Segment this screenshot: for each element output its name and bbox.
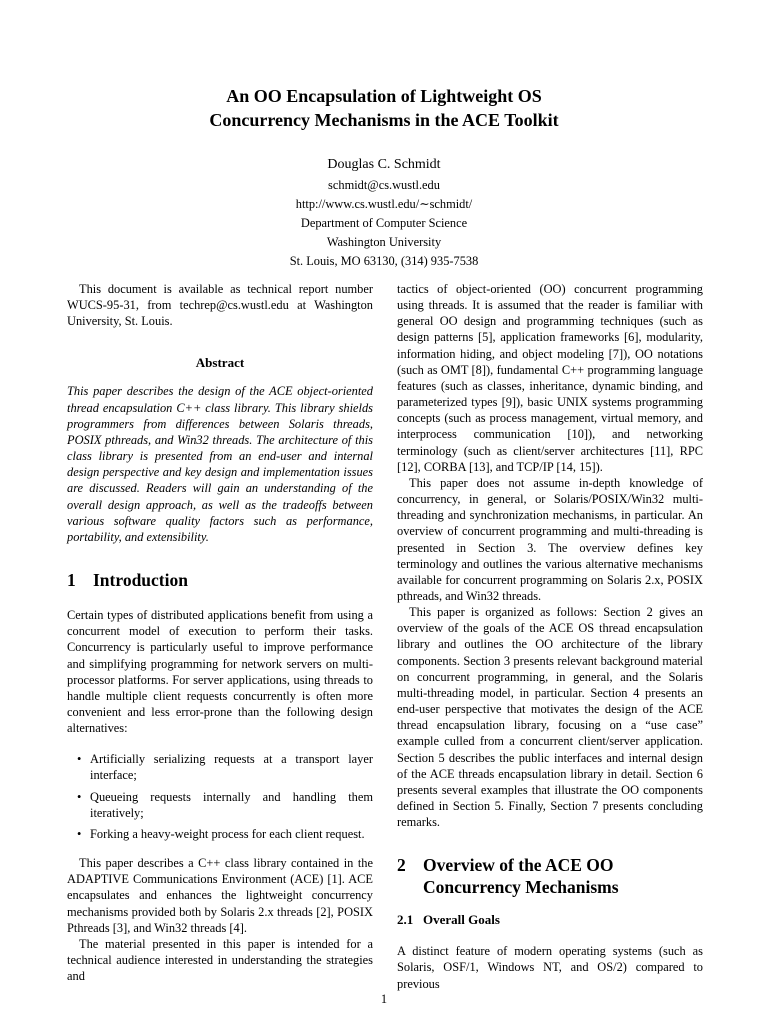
design-alternatives-list (67, 751, 373, 842)
section-2-heading (397, 854, 703, 898)
audience-paragraph: The material presented in this paper is intended for a technical audience interested in understanding the strategies and (67, 936, 373, 984)
section-2-title: Overview of the ACE OO Concurrency Mechanisms (423, 855, 619, 898)
abstract-heading: Abstract (195, 355, 245, 371)
subsection-2-1-title: Overall Goals (423, 912, 500, 928)
left-column (67, 281, 373, 984)
author-email: schmidt@cs.wustl.edu (328, 178, 440, 192)
subsection-2-1-number: 2.1 (397, 912, 414, 928)
subsection-2-1-heading (397, 912, 703, 928)
library-paragraph: This paper describes a C++ class library contained in the ADAPTIVE Communications Environment (ACE) [1]. ACE encapsulates and enhances the lightweight concurrency mechanisms provided both by Solaris 2.x threads [2], POSIX Pthreads [3], and Win32 threads [4]. (67, 856, 373, 935)
list-item-text: Forking a heavy-weight process for each client request. (90, 826, 365, 841)
list-item (67, 751, 373, 783)
bullet-mark: • (77, 752, 82, 767)
tactics-paragraph: tactics of object-oriented (OO) concurrent programming using threads. It is assumed that the reader is familiar with general OO design and programming techniques (such as design patterns [5], application frameworks [6], modularity, information hiding, and object modeling [7]), OO notations (such as OMT [8]), fundamental C++ programming language features (such as classes, inheritance, dynamic binding, and parameterized types [9]), basic UNIX systems programming concepts (such as process management, virtual memory, and interprocess communication [10]), and networking terminology (such as client/server architectures [11], RPC [12], CORBA [13], and TCP/IP [14, 15]). (397, 282, 703, 474)
availability-note: This document is available as technical report number WUCS-95-31, from techrep@cs.wustl.edu at Washington University, St. Louis. (67, 282, 373, 329)
author-department: Department of Computer Science (300, 216, 468, 230)
author-address: St. Louis, MO 63130, (314) 935-7538 (289, 254, 479, 268)
list-item (67, 789, 373, 821)
section-1-heading (67, 569, 373, 591)
goals-paragraph: A distinct feature of modern operating systems (such as Solaris, OSF/1, Windows NT, and OS/2) compared to previous (397, 944, 703, 991)
assumptions-paragraph: This paper does not assume in-depth knowledge of concurrency, in general, or Solaris/POSIX/Win32 multi-threading and synchronization mechanisms, in particular. An overview of concurrent programming and multi-threading is presented in Section 3. The overview defines key terminology and outlines the various alternative mechanisms available for concurrent programming on Solaris 2.x, POSIX pthreads, and Win32 threads. (397, 475, 703, 603)
organization-paragraph: This paper is organized as follows: Section 2 gives an overview of the goals of the ACE OS thread encapsulation library and outlines the OO architecture of the library components. Section 3 presents relevant background material on concurrent programming, in general, and the Solaris multi-threading model, in particular. Section 4 presents an end-user perspective that motivates the design of the ACE thread encapsulation library, focusing on a “use case” example culled from a concurrent client/server application. Section 5 describes the public interfaces and internal design of the ACE threads encapsulation library in detail. Section 6 presents several examples that illustrate the OO components defined in Section 5. Finally, Section 7 presents concluding remarks. (397, 605, 703, 830)
bullet-mark: • (77, 826, 82, 841)
author-url: http://www.cs.wustl.edu/∼schmidt/ (295, 197, 473, 211)
list-item-text: Queueing requests internally and handling them iteratively; (90, 789, 373, 820)
title-block (0, 84, 768, 271)
section-1-number: 1 (67, 570, 76, 591)
list-item (67, 826, 373, 842)
section-1-title: Introduction (93, 570, 188, 591)
list-item-text: Artificially serializing requests at a transport layer interface; (90, 752, 373, 783)
paper-title-line-1: An OO Encapsulation of Lightweight OS (226, 86, 542, 106)
bullet-mark: • (77, 789, 82, 804)
abstract-text: This paper describes the design of the ACE object-oriented thread encapsulation C++ class library. This library shields programmers from differences between Solaris threads, POSIX pthreads, and Win32 threads. The architecture of this class library is presented from an end-user and internal design perspective and key design and implementation issues are discussed. Readers will gain an understanding of the overall design approach, as well as the tradeoffs between various software quality factors such as performance, portability, and extensibility. (67, 384, 373, 544)
author-name: Douglas C. Schmidt (327, 157, 441, 172)
right-column (397, 281, 703, 992)
section-2-number: 2 (397, 855, 406, 876)
paper-title-line-2: Concurrency Mechanisms in the ACE Toolkit (209, 110, 559, 130)
intro-paragraph: Certain types of distributed applications benefit from using a concurrent model of execution to perform their tasks. Concurrency is particularly useful to improve performance and simplifying programming for network servers on multi-processor platforms. For server applications, using threads to handle multiple client requests concurrently is often more convenient and less error-prone than the following design alternatives: (67, 608, 373, 736)
page-number: 1 (380, 992, 388, 1006)
author-university: Washington University (326, 235, 442, 249)
